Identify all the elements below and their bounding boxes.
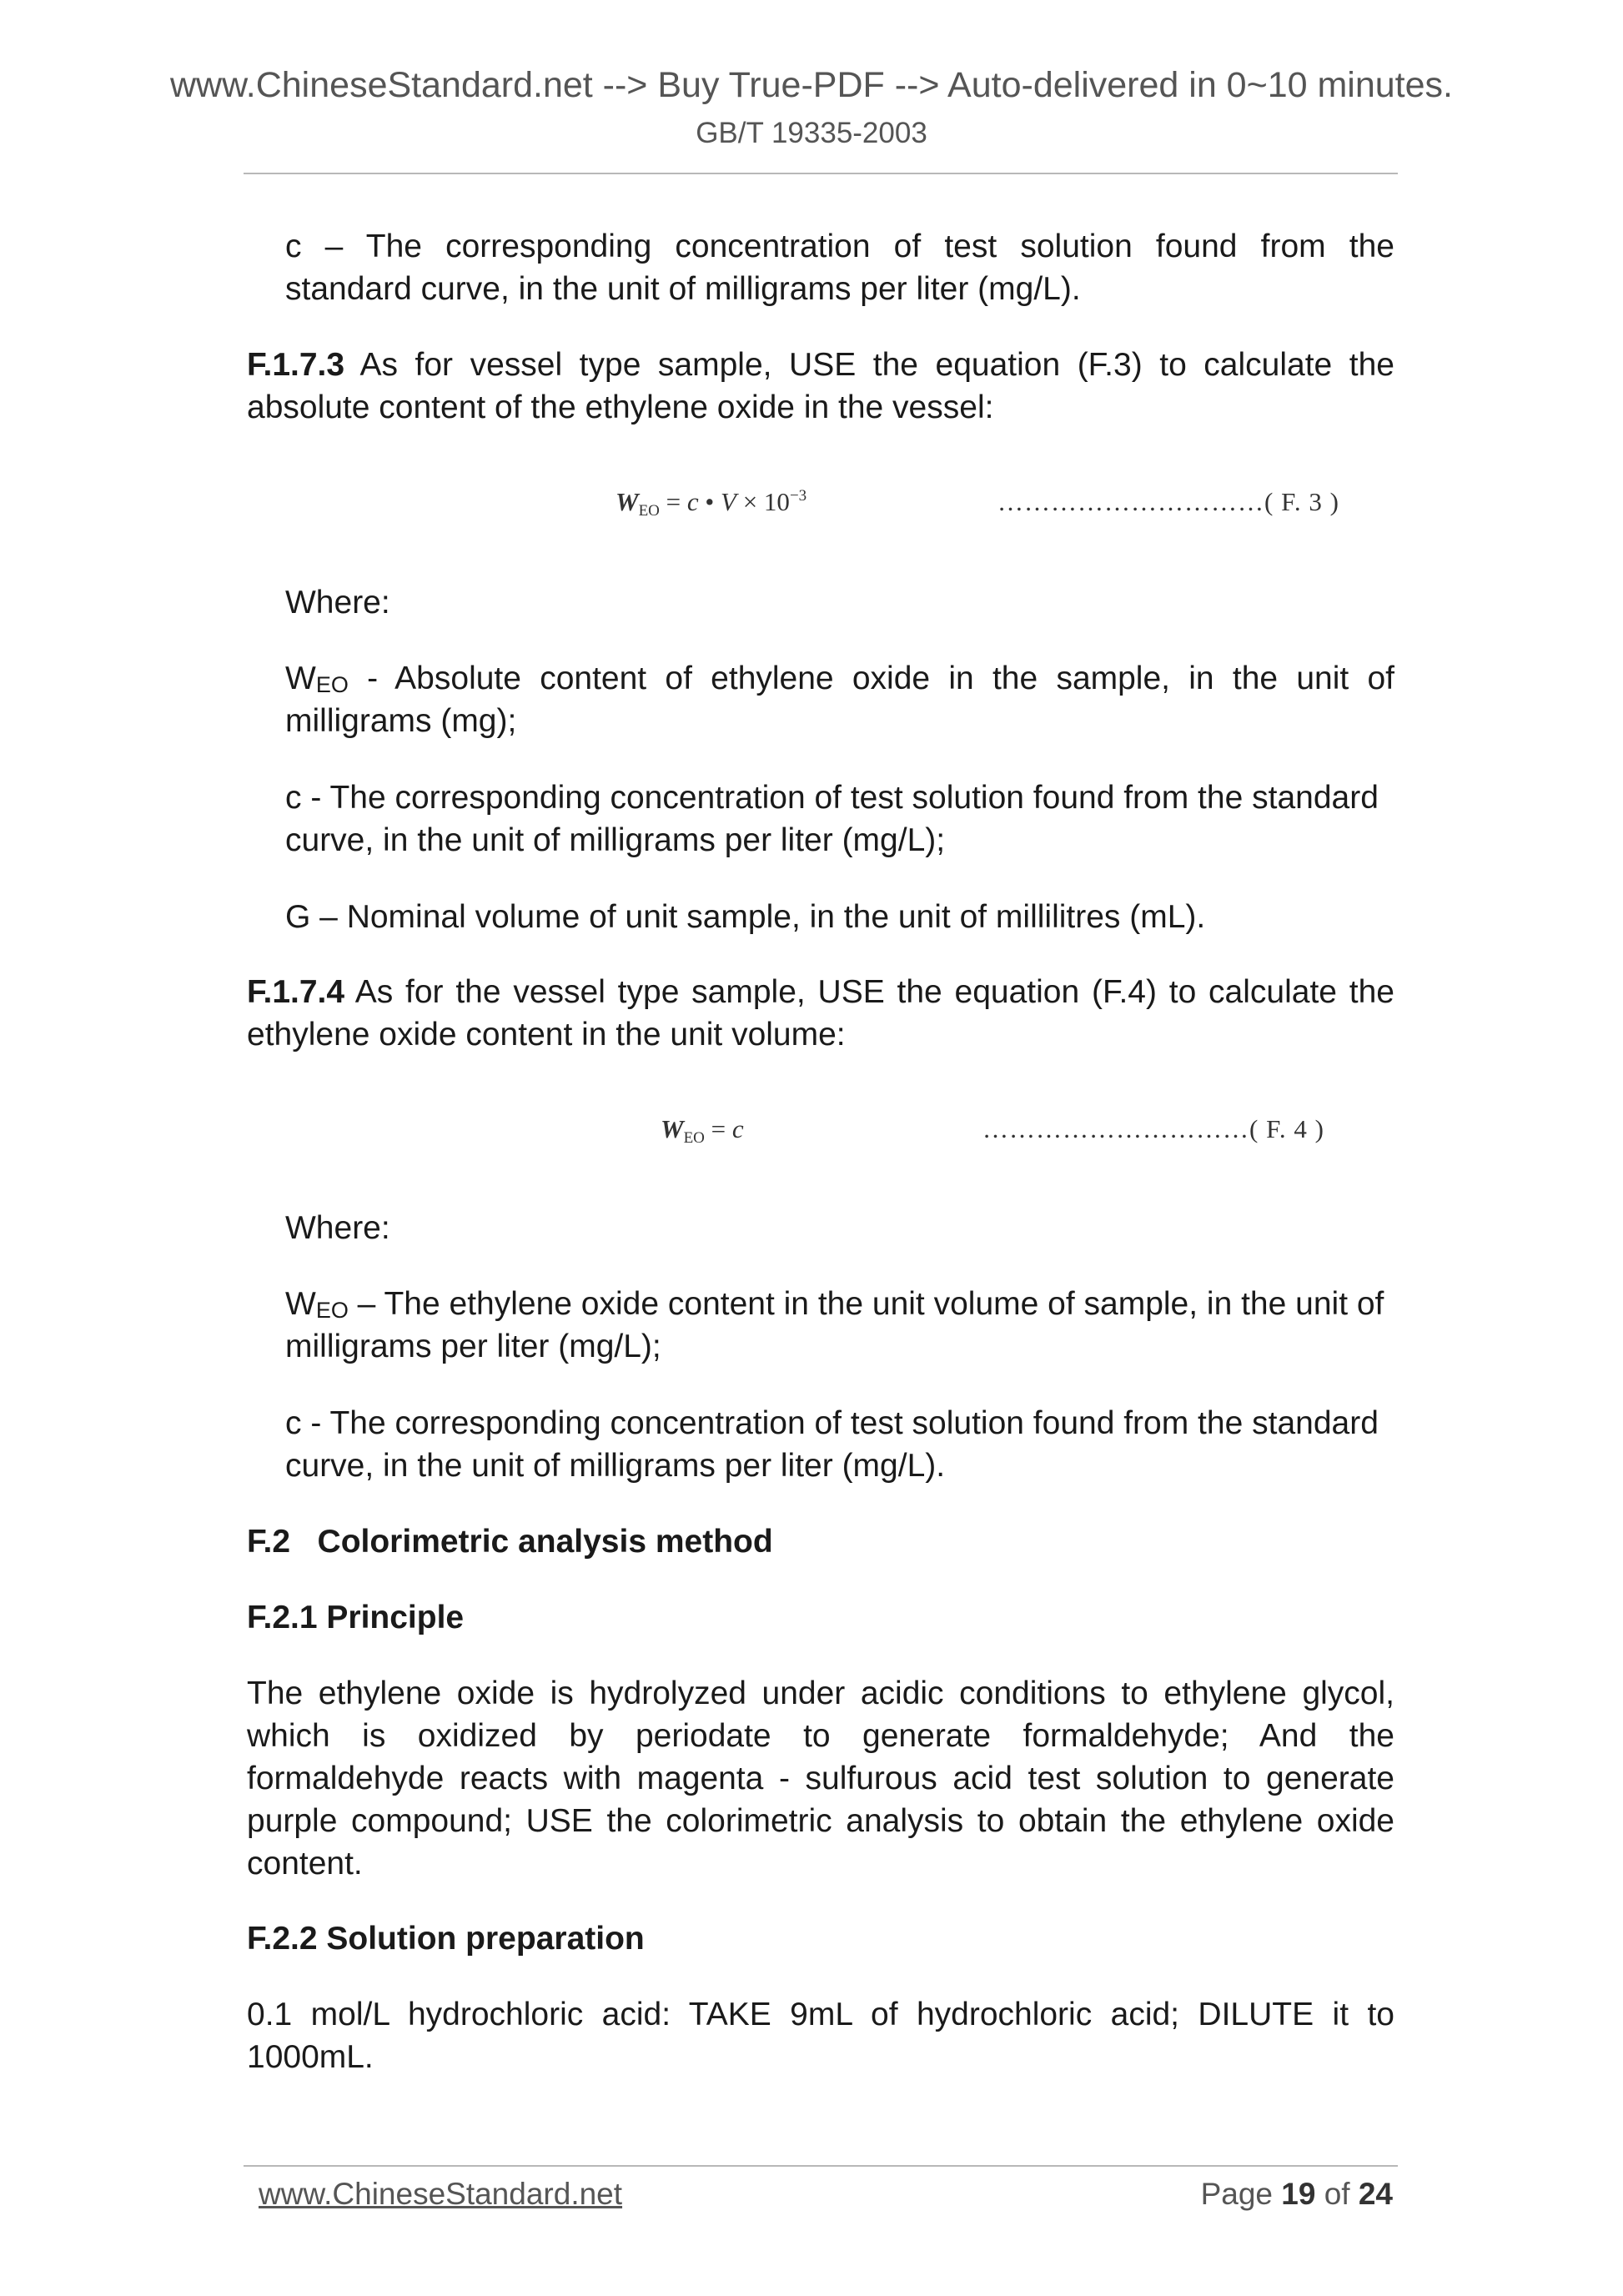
definition-weo-2-line-1: – The ethylene oxide content in the unit volume of sample, in the unit of <box>348 1286 1384 1322</box>
clause-number-f173: F.1.7.3 <box>247 347 345 383</box>
equation-f3-times: × 10 <box>736 487 790 516</box>
hydrochloric-acid-line-1: 0.1 mol/L hydrochloric acid: TAKE 9mL of hydrochloric acid; DILUTE it to <box>247 1997 1394 2032</box>
definition-weo-1-line-2: milligrams (mg); <box>285 703 517 739</box>
equation-f3 <box>616 487 807 520</box>
definition-weo-2-symbol: W <box>285 1286 316 1322</box>
hydrochloric-acid-line-2: 1000mL. <box>247 2039 374 2075</box>
clause-f174-line-1: As for the vessel type sample, USE the equation (F.4) to calculate the <box>344 974 1394 1010</box>
equation-f3-dot: • <box>698 487 721 516</box>
equation-f4 <box>661 1114 744 1147</box>
definition-c-2-line-1: c - The corresponding concentration of test solution found from the standard <box>285 780 1379 816</box>
page-total: 24 <box>1358 2177 1393 2211</box>
equation-f3-symbol-c: c <box>686 487 699 516</box>
section-heading-f2: F.2 Colorimetric analysis method <box>247 1524 773 1560</box>
definition-weo-1 <box>285 657 1394 742</box>
clause-f174 <box>247 971 1394 1056</box>
standard-code: GB/T 19335-2003 <box>696 117 927 149</box>
clause-f173-line-2: absolute content of the ethylene oxide in the vessel: <box>247 389 994 425</box>
definition-c-3-line-2: curve, in the unit of milligrams per liter (mg/L). <box>285 1448 946 1484</box>
footer-divider <box>244 2165 1398 2167</box>
definition-weo-1-subscript: EO <box>315 672 349 697</box>
page-of-word: of <box>1315 2177 1359 2211</box>
definition-c-2-line-2: curve, in the unit of milligrams per liter (mg/L); <box>285 822 946 858</box>
hydrochloric-acid-paragraph <box>247 1993 1394 2078</box>
equation-f4-equals: = <box>704 1114 732 1143</box>
clause-f173 <box>247 344 1394 429</box>
equation-f3-exponent: −3 <box>789 487 807 505</box>
principle-line-5: content. <box>247 1846 363 1882</box>
equation-f4-symbol-w: W <box>661 1114 684 1143</box>
equation-f3-equals: = <box>659 487 687 516</box>
principle-line-4: purple compound; USE the colorimetric analysis to obtain the ethylene oxide <box>247 1803 1394 1839</box>
definition-weo-1-line-1: - Absolute content of ethylene oxide in the sample, in the unit of <box>348 661 1394 696</box>
header-divider <box>244 173 1398 174</box>
definition-weo-2-line-2: milligrams per liter (mg/L); <box>285 1329 661 1364</box>
equation-f3-leader <box>997 487 1339 517</box>
equation-f4-symbol-c: c <box>731 1114 744 1143</box>
definition-c-3-line-1: c - The corresponding concentration of test solution found from the standard <box>285 1405 1379 1441</box>
page-current: 19 <box>1281 2177 1316 2211</box>
definition-g: G – Nominal volume of unit sample, in the unit of millilitres (mL). <box>285 899 1206 935</box>
definition-weo-1-symbol: W <box>285 661 316 696</box>
equation-f3-number: ( F. 3 ) <box>1264 487 1339 516</box>
definition-weo-2 <box>285 1283 1394 1368</box>
equation-f3-symbol-v: V <box>721 487 736 516</box>
equation-f3-symbol-w: W <box>616 487 639 516</box>
principle-line-3: formaldehyde reacts with magenta - sulfurous acid test solution to generate <box>247 1761 1394 1796</box>
definition-c-top <box>285 225 1394 310</box>
equation-f4-number: ( F. 4 ) <box>1249 1114 1324 1143</box>
header-banner: www.ChineseStandard.net --> Buy True-PDF --> Auto-delivered in 0~10 minutes. <box>169 65 1453 105</box>
principle-paragraph <box>247 1672 1394 1885</box>
definition-c-top-line-1: c – The corresponding concentration of test solution found from the <box>285 229 1394 264</box>
clause-number-f174: F.1.7.4 <box>247 974 345 1010</box>
footer-website-link[interactable]: www.ChineseStandard.net <box>259 2177 623 2211</box>
clause-f173-line-1: As for vessel type sample, USE the equation (F.3) to calculate the <box>344 347 1394 383</box>
section-heading-f21: F.2.1 Principle <box>247 1600 465 1635</box>
equation-f3-dots: ………………………… <box>997 487 1264 516</box>
where-label-1: Where: <box>285 585 390 620</box>
where-label-2: Where: <box>285 1210 390 1246</box>
definition-c-top-line-2: standard curve, in the unit of milligrams per liter (mg/L). <box>285 271 1081 307</box>
section-heading-f22: F.2.2 Solution preparation <box>247 1921 645 1957</box>
page-word: Page <box>1200 2177 1282 2211</box>
equation-f4-dots: ………………………… <box>982 1114 1249 1143</box>
definition-weo-2-subscript: EO <box>315 1298 349 1323</box>
definition-c-3 <box>285 1402 1394 1487</box>
definition-c-2 <box>285 776 1394 862</box>
page-number <box>1201 2177 1393 2212</box>
principle-line-2: which is oxidized by periodate to generate formaldehyde; And the <box>247 1718 1394 1754</box>
equation-f3-subscript: EO <box>638 502 660 520</box>
equation-f4-leader <box>982 1114 1324 1144</box>
equation-f4-subscript: EO <box>683 1129 705 1147</box>
principle-line-1: The ethylene oxide is hydrolyzed under acidic conditions to ethylene glycol, <box>247 1676 1394 1711</box>
clause-f174-line-2: ethylene oxide content in the unit volume: <box>247 1017 846 1053</box>
